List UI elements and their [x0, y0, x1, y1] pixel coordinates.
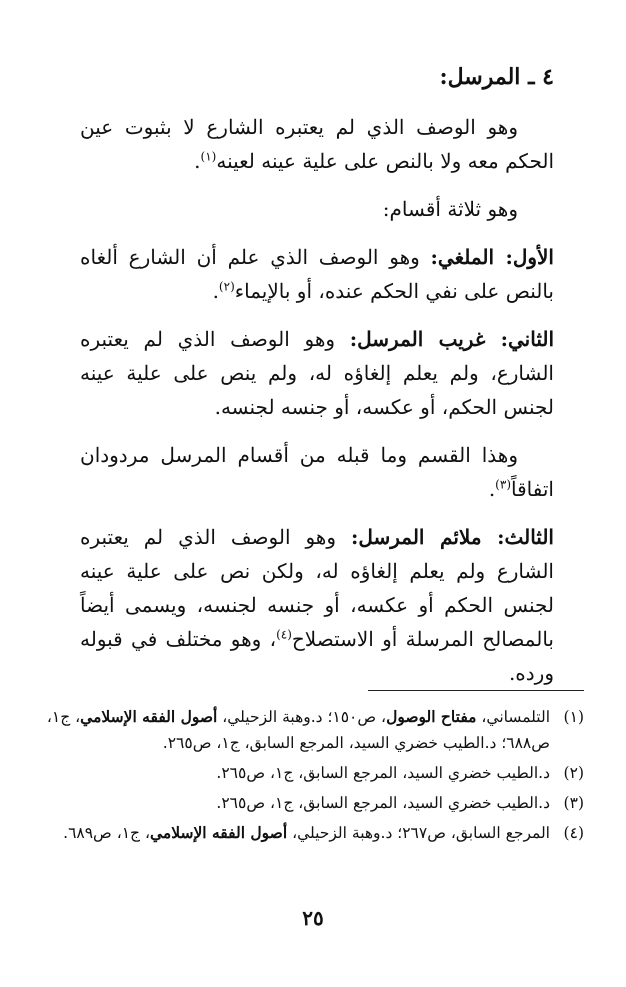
paragraph-end: ، وهو مختلف في قبوله ورده.: [80, 627, 554, 685]
footnote-ref-4[interactable]: (٤): [276, 627, 292, 642]
page-number: ٢٥: [302, 906, 324, 930]
paragraph-second-section: [80, 322, 554, 424]
paragraph-sections-intro: وهو ثلاثة أقسام:: [382, 197, 518, 221]
footnote-part: المرجع السابق، ص٢٦٧؛ د.وهبة الزحيلي،: [287, 824, 550, 842]
main-text: [80, 110, 554, 704]
book-title: أصول الفقه الإسلامي: [149, 823, 288, 842]
paragraph-end: .: [488, 477, 496, 501]
footnote-4: [44, 820, 584, 846]
footnote-number: (٢): [563, 764, 584, 782]
footnote-text: [44, 704, 550, 756]
term-label: الثاني: غريب المرسل:: [349, 327, 555, 351]
term-label: الأول: الملغي:: [430, 245, 554, 269]
book-title: أصول الفقه الإسلامي: [80, 707, 218, 726]
paragraph-text: وهو الوصف الذي علم أن الشارع ألغاه بالنص على نفي الحكم عنده، أو بالإيماء: [80, 245, 554, 303]
paragraph-text: وهو الوصف الذي لم يعتبره الشارع، ولم يعلم إلغاؤه له، ولم ينص على علية عينه لجنس الحكم، أو عكسه، أو جنسه لجنسه.: [80, 327, 554, 419]
footnote-1: [44, 704, 584, 756]
footnote-ref-2[interactable]: (٢): [218, 279, 235, 294]
paragraph-definition: [80, 110, 554, 178]
footnote-part: ، ج١، ص٦٨٩.: [63, 824, 150, 842]
paragraph-rejected-note: [80, 438, 554, 506]
footnote-3: [44, 790, 584, 816]
footnote-2: [44, 760, 584, 786]
paragraph-end: .: [194, 149, 201, 173]
paragraph-end: .: [212, 279, 219, 303]
footnote-number: (٣): [563, 794, 584, 812]
footnote-ref-3[interactable]: (٣): [495, 477, 511, 492]
footnote-text: د.الطيب خضري السيد، المرجع السابق، ج١، ص٢٦٥.: [216, 794, 550, 812]
footnotes: [44, 704, 584, 850]
paragraph-third-section: [80, 520, 554, 690]
paragraph-text: وهو الوصف الذي لم يعتبره الشارع ولم يعلم إلغاؤه له، ولكن نص على علية عينه لجنس الحكم أو عكسه، أو جنسه لجنسه، ويسمى أيضاً بالمصالح المرسلة أو الاستصلاح: [80, 525, 554, 651]
footnote-text: [44, 820, 550, 846]
footnote-divider: [368, 690, 584, 691]
footnote-number: (١): [563, 708, 584, 726]
paragraph-first-section: [80, 240, 554, 308]
footnote-part: التلمساني،: [476, 708, 550, 726]
book-title: مفتاح الوصول: [386, 707, 477, 726]
section-heading: ٤ ـ المرسل:: [439, 64, 554, 90]
paragraph-text: وهذا القسم وما قبله من أقسام المرسل مردودان اتفاقاً: [80, 443, 554, 501]
term-label: الثالث: ملائم المرسل:: [350, 525, 554, 549]
footnote-text: د.الطيب خضري السيد، المرجع السابق، ج١، ص٢٦٥.: [216, 764, 550, 782]
footnote-ref-1[interactable]: (١): [200, 149, 217, 164]
paragraph-text: وهو الوصف الذي لم يعتبره الشارع لا بثبوت عين الحكم معه ولا بالنص على علية عينه لعينه: [80, 115, 554, 173]
footnote-part: ، ج١، ص٦٨٨؛ د.الطيب خضري السيد، المرجع السابق، ج١، ص٢٦٥.: [46, 708, 550, 752]
footnote-part: ، ص١٥٠؛ د.وهبة الزحيلي،: [217, 708, 387, 726]
footnote-number: (٤): [563, 824, 584, 842]
